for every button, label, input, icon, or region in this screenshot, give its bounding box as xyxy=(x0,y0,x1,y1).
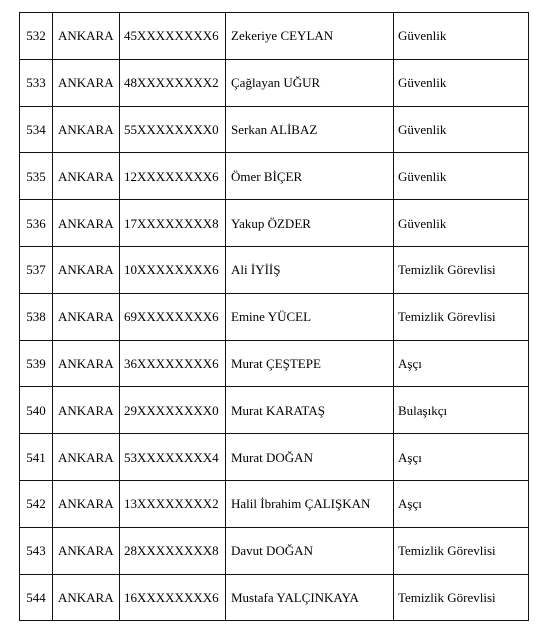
city-cell: ANKARA xyxy=(53,387,120,434)
city-cell: ANKARA xyxy=(53,434,120,481)
row-number: 537 xyxy=(20,246,53,293)
table-row xyxy=(20,434,529,481)
row-number: 544 xyxy=(20,574,53,621)
row-number: 540 xyxy=(20,387,53,434)
table-row xyxy=(20,13,529,60)
id-number-cell: 55XXXXXXXX0 xyxy=(120,106,226,153)
id-number-cell: 69XXXXXXXX6 xyxy=(120,293,226,340)
position-cell: Güvenlik xyxy=(394,59,529,106)
row-number: 543 xyxy=(20,527,53,574)
table-row xyxy=(20,293,529,340)
full-name-cell: Serkan ALİBAZ xyxy=(226,106,394,153)
table-row xyxy=(20,59,529,106)
id-number-cell: 45XXXXXXXX6 xyxy=(120,13,226,60)
table-row xyxy=(20,527,529,574)
position-cell: Güvenlik xyxy=(394,153,529,200)
city-cell: ANKARA xyxy=(53,13,120,60)
city-cell: ANKARA xyxy=(53,200,120,247)
full-name-cell: Çağlayan UĞUR xyxy=(226,59,394,106)
full-name-cell: Davut DOĞAN xyxy=(226,527,394,574)
position-cell: Aşçı xyxy=(394,434,529,481)
full-name-cell: Murat ÇEŞTEPE xyxy=(226,340,394,387)
city-cell: ANKARA xyxy=(53,480,120,527)
city-cell: ANKARA xyxy=(53,574,120,621)
full-name-cell: Halil İbrahim ÇALIŞKAN xyxy=(226,480,394,527)
id-number-cell: 17XXXXXXXX8 xyxy=(120,200,226,247)
id-number-cell: 29XXXXXXXX0 xyxy=(120,387,226,434)
position-cell: Temizlik Görevlisi xyxy=(394,246,529,293)
full-name-cell: Ömer BİÇER xyxy=(226,153,394,200)
row-number: 541 xyxy=(20,434,53,481)
full-name-cell: Emine YÜCEL xyxy=(226,293,394,340)
table-row xyxy=(20,574,529,621)
full-name-cell: Zekeriye CEYLAN xyxy=(226,13,394,60)
personnel-table xyxy=(19,12,529,621)
city-cell: ANKARA xyxy=(53,153,120,200)
position-cell: Bulaşıkçı xyxy=(394,387,529,434)
row-number: 532 xyxy=(20,13,53,60)
table-row xyxy=(20,200,529,247)
city-cell: ANKARA xyxy=(53,59,120,106)
row-number: 535 xyxy=(20,153,53,200)
row-number: 536 xyxy=(20,200,53,247)
city-cell: ANKARA xyxy=(53,293,120,340)
position-cell: Aşçı xyxy=(394,480,529,527)
row-number: 539 xyxy=(20,340,53,387)
city-cell: ANKARA xyxy=(53,106,120,153)
full-name-cell: Murat DOĞAN xyxy=(226,434,394,481)
row-number: 533 xyxy=(20,59,53,106)
position-cell: Temizlik Görevlisi xyxy=(394,293,529,340)
full-name-cell: Ali İYİİŞ xyxy=(226,246,394,293)
id-number-cell: 53XXXXXXXX4 xyxy=(120,434,226,481)
city-cell: ANKARA xyxy=(53,527,120,574)
id-number-cell: 13XXXXXXXX2 xyxy=(120,480,226,527)
full-name-cell: Murat KARATAŞ xyxy=(226,387,394,434)
table-row xyxy=(20,480,529,527)
id-number-cell: 28XXXXXXXX8 xyxy=(120,527,226,574)
table-row xyxy=(20,340,529,387)
position-cell: Güvenlik xyxy=(394,13,529,60)
row-number: 538 xyxy=(20,293,53,340)
personnel-table-body xyxy=(20,13,529,621)
id-number-cell: 12XXXXXXXX6 xyxy=(120,153,226,200)
full-name-cell: Yakup ÖZDER xyxy=(226,200,394,247)
table-row xyxy=(20,153,529,200)
table-row xyxy=(20,106,529,153)
row-number: 542 xyxy=(20,480,53,527)
position-cell: Güvenlik xyxy=(394,106,529,153)
city-cell: ANKARA xyxy=(53,340,120,387)
city-cell: ANKARA xyxy=(53,246,120,293)
position-cell: Güvenlik xyxy=(394,200,529,247)
id-number-cell: 10XXXXXXXX6 xyxy=(120,246,226,293)
full-name-cell: Mustafa YALÇINKAYA xyxy=(226,574,394,621)
position-cell: Temizlik Görevlisi xyxy=(394,527,529,574)
id-number-cell: 36XXXXXXXX6 xyxy=(120,340,226,387)
table-row xyxy=(20,246,529,293)
id-number-cell: 48XXXXXXXX2 xyxy=(120,59,226,106)
table-row xyxy=(20,387,529,434)
position-cell: Temizlik Görevlisi xyxy=(394,574,529,621)
id-number-cell: 16XXXXXXXX6 xyxy=(120,574,226,621)
row-number: 534 xyxy=(20,106,53,153)
position-cell: Aşçı xyxy=(394,340,529,387)
